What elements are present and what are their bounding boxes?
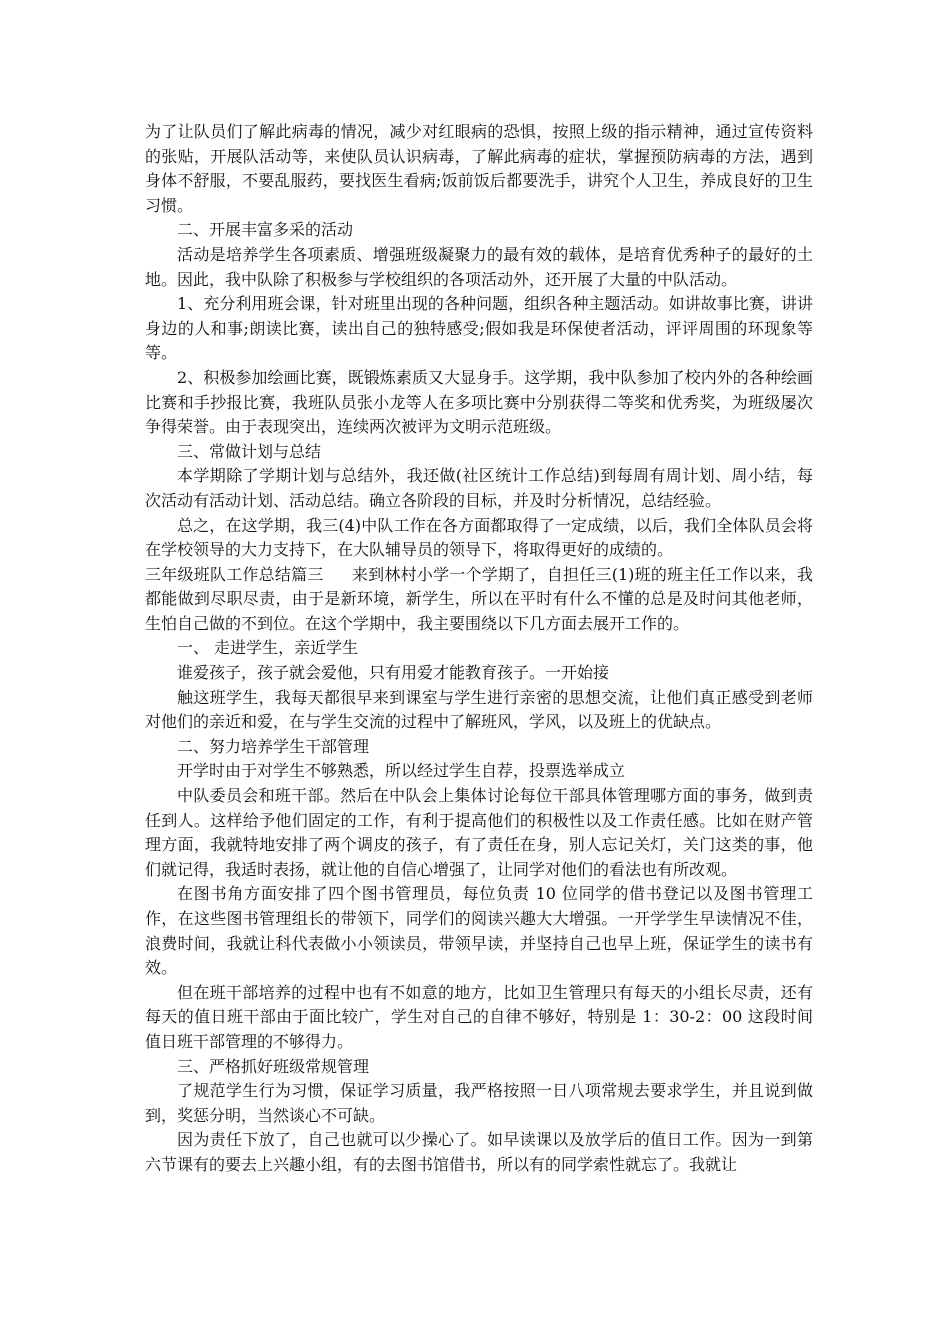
section-heading-activities: 二、开展丰富多采的活动 [177,220,354,240]
paragraph-part-three-intro: 来到林村小学一个学期了，自担任三(1)班的班主任工作以来，我都能做到尽职尽责，由于是新环境，新学生，所以在平时有什么不懂的总是及时问其他老师，生怕自己做的不到位。在这个学期中，我主要围绕以下几方面去展开工作的。 [145,564,813,633]
paragraph-self-recommend: 开学时由于对学生不够熟悉，所以经过学生自荐，投票选举成立 [177,761,626,781]
section-heading-approach-students: 一、 走进学生，亲近学生 [177,638,359,658]
paragraph-cadre-shortcomings: 但在班干部培养的过程中也有不如意的地方，比如卫生管理只有每天的小组长尽责，还有每天的值日班干部由于面比较广，学生对自己的自律不够好，特别是 1：30-2：00 这段时间值日班干部管理的不够得力。 [145,982,813,1051]
paragraph-part-three [145,563,813,637]
document-body [145,120,813,1178]
article-subtitle: 三年级班队工作总结篇三 [145,564,324,584]
paragraph-activities-intro: 活动是培养学生各项素质、增强班级凝聚力的最有效的载体，是培育优秀种子的最好的土地。因此，我中队除了积极参与学校组织的各项活动外，还开展了大量的中队活动。 [145,244,813,289]
paragraph-class-meeting: 1、充分利用班会课，针对班里出现的各种问题，组织各种主题活动。如讲故事比赛，讲讲身边的人和事;朗读比赛，读出自己的独特感受;假如我是环保使者活动，评评周围的环现象等等。 [145,294,813,363]
paragraph-behavior-norms: 了规范学生行为习惯，保证学习质量，我严格按照一日八项常规去要求学生，并且说到做到，奖惩分明，当然谈心不可缺。 [145,1081,813,1125]
paragraph-planning: 本学期除了学期计划与总结外，我还做(社区统计工作总结)到每周有周计划、周小结，每次活动有活动计划、活动总结。确立各阶段的目标，并及时分析情况，总结经验。 [145,466,813,510]
section-heading-routine-management: 三、严格抓好班级常规管理 [177,1056,370,1076]
section-heading-planning: 三、常做计划与总结 [177,441,322,461]
paragraph-committee: 中队委员会和班干部。然后在中队会上集体讨论每位干部具体管理哪方面的事务，做到责任到人。这样给予他们固定的工作，有利于提高他们的积极性以及工作责任感。比如在财产管理方面，我就特地安排了两个调皮的孩子，有了责任在身，别人忘记关灯，关门这类的事，他们就记得，我适时表扬，就让他的自信心增强了，让同学对他们的看法也有所改观。 [145,786,813,879]
paragraph-conclusion: 总之，在这学期，我三(4)中队工作在各方面都取得了一定成绩，以后，我们全体队员会将在学校领导的大力支持下，在大队辅导员的领导下，将取得更好的成绩的。 [145,515,813,560]
paragraph-virus-awareness: 为了让队员们了解此病毒的情况，减少对红眼病的恐惧，按照上级的指示精神，通过宣传资料的张贴，开展队活动等，来使队员认识病毒，了解此病毒的症状，掌握预防病毒的方法，遇到身体不舒服，不要乱服药，要找医生看病;饭前饭后都要洗手，讲究个人卫生，养成良好的卫生习惯。 [145,122,813,215]
paragraph-library-corner: 在图书角方面安排了四个图书管理员，每位负责 10 位同学的借书登记以及图书管理工作，在这些图书管理组长的带领下，同学们的阅读兴趣大大增强。一开学学生早读情况不佳，浪费时间，我就让科代表做小小领读员，带领早读，并坚持自己也早上班，保证学生的读书有效。 [145,884,813,978]
paragraph-contact-students: 触这班学生，我每天都很早来到课室与学生进行亲密的思想交流，让他们真正感受到老师对他们的亲近和爱，在与学生交流的过程中了解班风，学风，以及班上的优缺点。 [145,687,813,732]
paragraph-love-children: 谁爱孩子，孩子就会爱他，只有用爱才能教育孩子。一开始接 [177,663,610,683]
paragraph-painting-contest: 2、积极参加绘画比赛，既锻炼素质又大显身手。这学期，我中队参加了校内外的各种绘画比赛和手抄报比赛，我班队员张小龙等人在多项比赛中分别获得二等奖和优秀奖，为班级屡次争得荣誉。由于表现突出，连续两次被评为文明示范班级。 [145,367,813,437]
paragraph-delegation: 因为责任下放了，自己也就可以少操心了。如早读课以及放学后的值日工作。因为一到第六节课有的要去上兴趣小组，有的去图书馆借书，所以有的同学索性就忘了。我就让 [145,1130,813,1174]
section-heading-cadre-training: 二、努力培养学生干部管理 [177,736,370,756]
